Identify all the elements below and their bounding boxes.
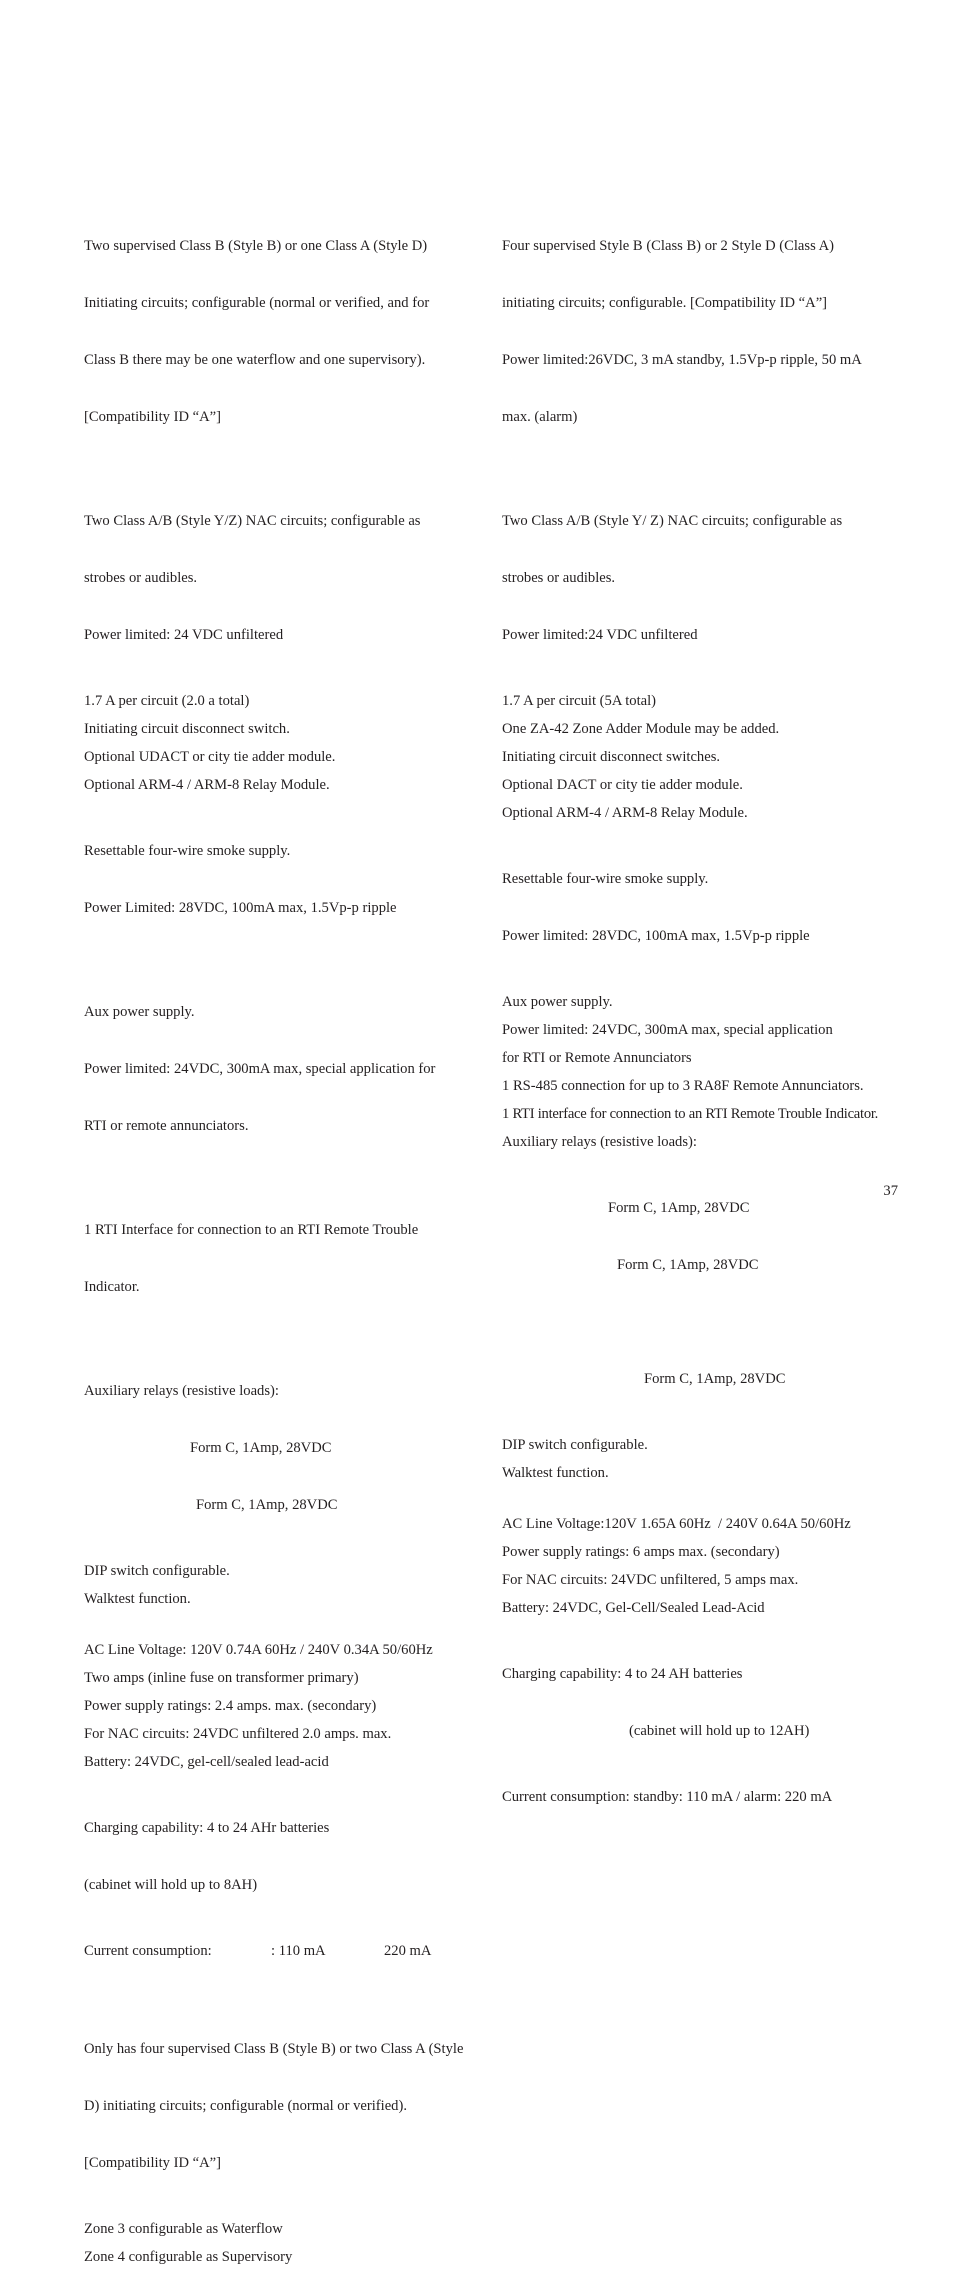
left-zone4-supervisory: Zone 4 configurable as Supervisory <box>84 2249 293 2265</box>
right-auxiliary-relays: Auxiliary relays (resistive loads): <box>502 1134 697 1150</box>
right-relay-item: Form C, 1Amp, 28VDC <box>608 1200 750 1216</box>
left-current-consumption: Current consumption: : 110 mA 220 mA <box>84 1943 432 1959</box>
left-charging-capability: Charging capability: 4 to 24 AHr batteries (cabinet will hold up to 8AH) <box>84 1820 330 1893</box>
left-relay-item: Form C, 1Amp, 28VDC <box>196 1497 338 1513</box>
left-udact-module: Optional UDACT or city tie adder module. <box>84 749 336 765</box>
left-zone3-waterflow: Zone 3 configurable as Waterflow <box>84 2221 283 2237</box>
left-nac-circuits: Two Class A/B (Style Y/Z) NAC circuits; configurable as strobes or audibles. Power limited: 24 VDC unfiltered <box>84 513 421 643</box>
right-rti-interface: 1 RTI interface for connection to an RTI Remote Trouble Indicator. <box>502 1106 879 1122</box>
left-relay-item: Form C, 1Amp, 28VDC <box>190 1440 332 1456</box>
right-dip-switch: DIP switch configurable. <box>502 1437 648 1453</box>
left-column <box>84 199 488 2276</box>
left-relay-module: Optional ARM-4 / ARM-8 Relay Module. <box>84 777 330 793</box>
right-relay-item: Form C, 1Amp, 28VDC <box>617 1257 759 1273</box>
section-gap <box>502 1492 912 1515</box>
left-auxiliary-relays: Auxiliary relays (resistive loads): Form C, 1Amp, 28VDC Form C, 1Amp, 28VDC <box>84 1344 488 1553</box>
right-walktest: Walktest function. <box>502 1465 609 1481</box>
left-circuit-current: 1.7 A per circuit (2.0 a total) <box>84 693 250 709</box>
right-current-consumption: Current consumption: standby: 110 mA / alarm: 220 mA <box>502 1789 833 1805</box>
left-aux-power: Aux power supply. Power limited: 24VDC, 300mA max, special application for RTI or remote annunciators. <box>84 1004 436 1134</box>
right-aux-power-limited: Power limited: 24VDC, 300mA max, special application <box>502 1022 833 1038</box>
right-aux-power-application: for RTI or Remote Annunciators <box>502 1050 692 1066</box>
right-ac-line-voltage: AC Line Voltage:120V 1.65A 60Hz / 240V 0.64A 50/60Hz <box>502 1516 851 1532</box>
left-walktest: Walktest function. <box>84 1591 191 1607</box>
right-disconnect-switches: Initiating circuit disconnect switches. <box>502 749 721 765</box>
left-dip-switch: DIP switch configurable. <box>84 1563 230 1579</box>
left-ac-line-voltage: AC Line Voltage: 120V 0.74A 60Hz / 240V 0.34A 50/60Hz <box>84 1642 433 1658</box>
right-aux-power: Aux power supply. <box>502 994 613 1010</box>
right-initiating-circuits: Four supervised Style B (Class B) or 2 Style D (Class A) initiating circuits; configurable. [Compatibility ID “A”] Power limited:26VDC, 3 mA standby, 1.5Vp-p ripple, 50 mA max. (alarm) <box>502 238 862 425</box>
page-number: 37 <box>883 1183 898 1199</box>
right-dact-module: Optional DACT or city tie adder module. <box>502 777 743 793</box>
right-battery: Battery: 24VDC, Gel-Cell/Sealed Lead-Acid <box>502 1600 765 1616</box>
left-fuse: Two amps (inline fuse on transformer primary) <box>84 1670 359 1686</box>
right-relay-item: Form C, 1Amp, 28VDC <box>644 1371 786 1387</box>
right-nac-circuits: Two Class A/B (Style Y/ Z) NAC circuits; configurable as strobes or audibles. Power limited:24 VDC unfiltered <box>502 513 843 643</box>
left-smoke-supply: Resettable four-wire smoke supply. Power Limited: 28VDC, 100mA max, 1.5Vp-p ripple <box>84 843 397 916</box>
left-battery: Battery: 24VDC, gel-cell/sealed lead-acid <box>84 1754 329 1770</box>
section-gap <box>84 1618 488 1641</box>
left-four-zone-circuits: Only has four supervised Class B (Style B) or two Class A (Style D) initiating circuits; configurable (normal or verified). [Compatibility ID “A”] <box>84 2041 464 2171</box>
right-charging-capability: Charging capability: 4 to 24 AH batteries (cabinet will hold up to 12AH) <box>502 1666 810 1739</box>
left-power-supply-ratings: Power supply ratings: 2.4 amps. max. (secondary) <box>84 1698 377 1714</box>
left-rti-interface: 1 RTI Interface for connection to an RTI Remote Trouble Indicator. <box>84 1222 419 1295</box>
section-gap <box>84 1993 488 2002</box>
right-power-supply-ratings: Power supply ratings: 6 amps max. (secondary) <box>502 1544 780 1560</box>
left-nac-power: For NAC circuits: 24VDC unfiltered 2.0 amps. max. <box>84 1726 392 1742</box>
right-column <box>502 199 912 1816</box>
section-gap <box>84 1970 488 1993</box>
right-circuit-current: 1.7 A per circuit (5A total) <box>502 693 657 709</box>
left-initiating-circuits: Two supervised Class B (Style B) or one Class A (Style D) Initiating circuits; configurable (normal or verified, and for Class B there may be one waterflow and one supervisory). [Compatibility ID “A”] <box>84 238 430 425</box>
right-relay-module: Optional ARM-4 / ARM-8 Relay Module. <box>502 805 748 821</box>
right-nac-power: For NAC circuits: 24VDC unfiltered, 5 amps max. <box>502 1572 799 1588</box>
right-zone-adder: One ZA-42 Zone Adder Module may be added. <box>502 721 780 737</box>
right-relay-list <box>502 1161 912 1427</box>
right-smoke-supply: Resettable four-wire smoke supply. Power limited: 28VDC, 100mA max, 1.5Vp-p ripple <box>502 871 810 944</box>
right-rs485-connection: 1 RS-485 connection for up to 3 RA8F Remote Annunciators. <box>502 1078 864 1094</box>
left-disconnect-switch: Initiating circuit disconnect switch. <box>84 721 290 737</box>
